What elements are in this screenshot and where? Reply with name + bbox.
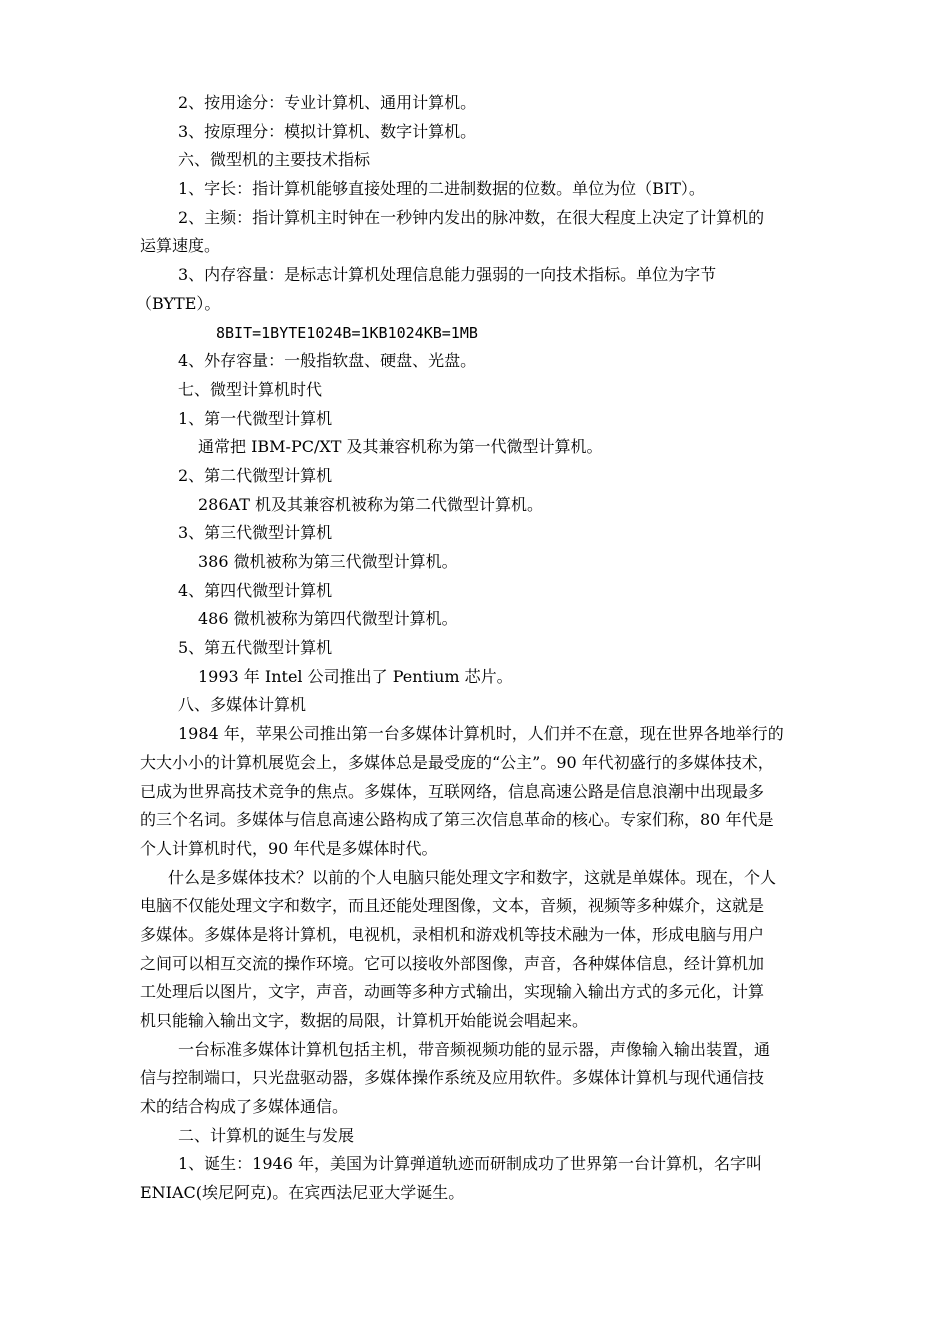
paragraph-line: 术的结合构成了多媒体通信。 <box>140 1097 349 1117</box>
paragraph-line: 1984 年，苹果公司推出第一台多媒体计算机时，人们并不在意，现在世界各地举行的 <box>178 724 784 744</box>
section-heading: 八、多媒体计算机 <box>178 695 307 715</box>
paragraph-line: 一台标准多媒体计算机包括主机，带音频视频功能的显示器，声像输入输出装置，通 <box>178 1039 771 1059</box>
text-line: 1993 年 Intel 公司推出了 Pentium 芯片。 <box>198 666 513 686</box>
paragraph-line: 之间可以相互交流的操作环境。它可以接收外部图像，声音，各种媒体信息，经计算机加 <box>140 953 765 973</box>
paragraph-line: 机只能输入输出文字，数据的局限，计算机开始能说会唱起来。 <box>140 1011 589 1030</box>
paragraph-line: 电脑不仅能处理文字和数字，而且还能处理图像，文本，音频，视频等多种媒介，这就是 <box>140 896 765 916</box>
document-body <box>136 89 818 1208</box>
text-line: 通常把 IBM-PC/XT 及其兼容机称为第一代微型计算机。 <box>198 437 603 457</box>
text-line: 2、第二代微型计算机 <box>178 465 333 485</box>
text-line: 3、按原理分：模拟计算机、数字计算机。 <box>178 121 477 141</box>
text-line: 486 微机被称为第四代微型计算机。 <box>198 609 458 629</box>
paragraph-line: 大大小小的计算机展览会上，多媒体总是最受庞的“公主”。90 年代初盛行的多媒体技术， <box>140 752 774 772</box>
text-line: 4、第四代微型计算机 <box>178 580 333 600</box>
paragraph-line: 多媒体。多媒体是将计算机，电视机，录相机和游戏机等技术融为一体，形成电脑与用户 <box>140 924 765 944</box>
text-line: 4、外存容量：一般指软盘、硬盘、光盘。 <box>178 351 477 371</box>
text-line: 3、第三代微型计算机 <box>178 523 333 543</box>
text-line: 2、按用途分：专业计算机、通用计算机。 <box>178 93 477 112</box>
section-heading: 七、微型计算机时代 <box>178 379 323 399</box>
paragraph-line: 信与控制端口，只光盘驱动器，多媒体操作系统及应用软件。多媒体计算机与现代通信技 <box>140 1068 765 1088</box>
text-line: 2、主频：指计算机主时钟在一秒钟内发出的脉冲数，在很大程度上决定了计算机的 <box>178 207 765 227</box>
text-line: 386 微机被称为第三代微型计算机。 <box>198 552 458 571</box>
paragraph-3 <box>140 1036 818 1122</box>
paragraph-line: 工处理后以图片，文字，声音，动画等多种方式输出，实现输入输出方式的多元化，计算 <box>140 982 765 1002</box>
text-line: 286AT 机及其兼容机被称为第二代微型计算机。 <box>198 494 543 514</box>
paragraph-line: 已成为世界高技术竞争的焦点。多媒体，互联网络，信息高速公路是信息浪潮中出现最多 <box>140 781 765 801</box>
section-heading: 六、微型机的主要技术指标 <box>178 150 371 170</box>
text-line: 运算速度。 <box>140 236 221 256</box>
paragraph-line: 1、诞生：1946 年，美国为计算弹道轨迹而研制成功了世界第一台计算机，名字叫 <box>178 1154 762 1174</box>
paragraph-1 <box>140 720 818 863</box>
text-line: （BYTE）。 <box>136 293 221 313</box>
section-heading: 二、计算机的诞生与发展 <box>178 1125 355 1145</box>
formula-line: 8BIT=1BYTE1024B=1KB1024KB=1MB <box>216 323 478 342</box>
paragraph-line: 什么是多媒体技术？以前的个人电脑只能处理文字和数字，这就是单媒体。现在，个人 <box>168 867 777 887</box>
paragraph-2 <box>140 864 818 1036</box>
paragraph-line: 个人计算机时代，90 年代是多媒体时代。 <box>140 838 438 858</box>
paragraph-4 <box>140 1150 818 1207</box>
text-line: 1、字长：指计算机能够直接处理的二进制数据的位数。单位为位（BIT）。 <box>178 179 705 199</box>
text-line: 3、内存容量：是标志计算机处理信息能力强弱的一向技术指标。单位为字节 <box>178 265 717 285</box>
paragraph-line: 的三个名词。多媒体与信息高速公路构成了第三次信息革命的核心。专家们称，80 年代是 <box>140 810 774 830</box>
text-line: 1、第一代微型计算机 <box>178 408 333 428</box>
paragraph-line: ENIAC(埃尼阿克)。在宾西法尼亚大学诞生。 <box>140 1183 465 1203</box>
text-line: 5、第五代微型计算机 <box>178 638 333 658</box>
